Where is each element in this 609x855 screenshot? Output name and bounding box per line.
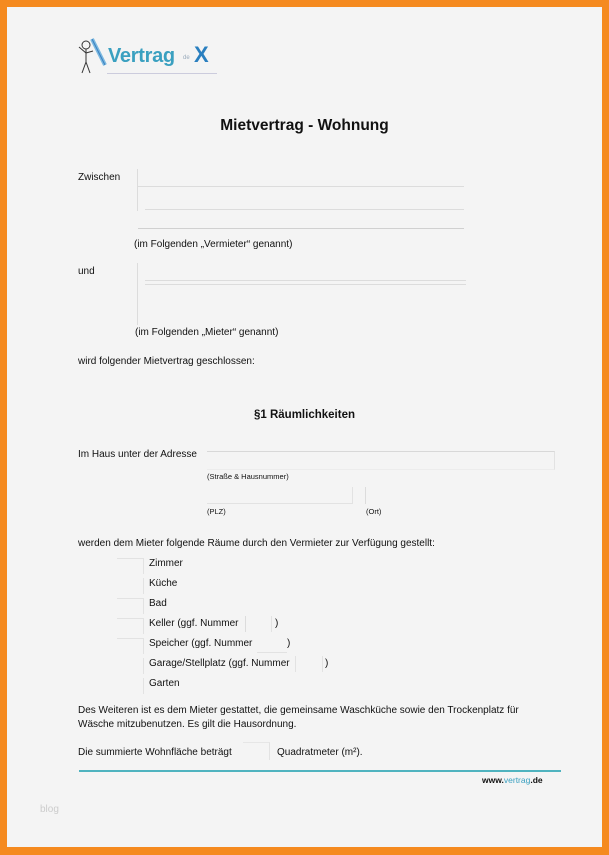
url-suffix: .de — [530, 775, 543, 785]
paren-close: ) — [275, 618, 279, 629]
landlord-city-field[interactable] — [138, 228, 464, 229]
vertrag-logo — [77, 35, 227, 79]
city-field[interactable] — [365, 487, 366, 504]
logo-x-mark-icon: X — [194, 42, 209, 67]
zip-field[interactable] — [207, 487, 353, 504]
room-label: Speicher (ggf. Nummer — [149, 638, 253, 649]
stick-figure-pen-icon — [77, 35, 107, 77]
logo-underline — [107, 73, 217, 74]
landlord-note: (im Folgenden „Vermieter“ genannt) — [134, 239, 293, 250]
cellar-number-field[interactable] — [246, 616, 272, 632]
tenant-name-field[interactable] — [145, 280, 466, 281]
room-label: Garten — [149, 678, 180, 689]
room-label: Bad — [149, 598, 167, 609]
room-count-field[interactable] — [117, 598, 144, 614]
living-area-field[interactable] — [243, 742, 270, 760]
document-page — [7, 7, 602, 847]
room-label: Zimmer — [149, 558, 183, 569]
watermark: blog — [40, 804, 59, 815]
room-count-field[interactable] — [117, 578, 144, 594]
paren-close: ) — [287, 638, 291, 649]
area-label: Die summierte Wohnfläche beträgt — [78, 747, 232, 758]
logo-name: Vertrag — [108, 45, 175, 67]
contract-conclusion: wird folgender Mietvertrag geschlossen: — [78, 356, 255, 367]
street-caption: (Straße & Hausnummer) — [207, 472, 289, 481]
room-count-field[interactable] — [117, 558, 144, 574]
footer-url[interactable] — [482, 775, 543, 785]
room-count-field[interactable] — [117, 658, 144, 674]
url-prefix: www. — [482, 775, 504, 785]
tenant-address-field[interactable] — [145, 284, 466, 285]
and-label: und — [78, 266, 95, 277]
section-heading: §1 Räumlichkeiten — [254, 409, 355, 421]
shared-use-text: Wäsche mitzubenutzen. Es gilt die Hausordnung. — [78, 719, 297, 730]
landlord-address-field[interactable] — [145, 209, 464, 210]
footer-rule — [79, 770, 561, 772]
address-label: Im Haus unter der Adresse — [78, 449, 197, 460]
room-label: Küche — [149, 578, 178, 589]
rooms-intro: werden dem Mieter folgende Räume durch den Vermieter zur Verfügung gestellt: — [78, 538, 435, 549]
field-border — [137, 263, 138, 325]
paren-close: ) — [325, 658, 329, 669]
garage-number-field[interactable] — [295, 656, 323, 672]
street-field[interactable] — [207, 451, 555, 470]
zip-caption: (PLZ) — [207, 507, 226, 516]
page-title: Mietvertrag - Wohnung — [220, 117, 389, 134]
logo-suffix: de — [183, 55, 190, 61]
room-count-field[interactable] — [117, 678, 144, 694]
between-label: Zwischen — [78, 172, 121, 183]
tenant-note: (im Folgenden „Mieter“ genannt) — [135, 327, 279, 338]
city-caption: (Ort) — [366, 507, 382, 516]
room-label: Garage/Stellplatz (ggf. Nummer — [149, 658, 290, 669]
area-unit: Quadratmeter (m²). — [277, 747, 363, 758]
landlord-name-field[interactable] — [138, 186, 464, 187]
url-highlight: vertrag — [503, 775, 531, 785]
shared-use-text: Des Weiteren ist es dem Mieter gestattet, die gemeinsame Waschküche sowie den Trockenplatz für — [78, 705, 519, 716]
attic-number-field[interactable] — [257, 638, 287, 653]
field-border — [137, 169, 138, 211]
room-count-field[interactable] — [117, 638, 144, 654]
room-label: Keller (ggf. Nummer — [149, 618, 239, 629]
room-count-field[interactable] — [117, 618, 144, 634]
